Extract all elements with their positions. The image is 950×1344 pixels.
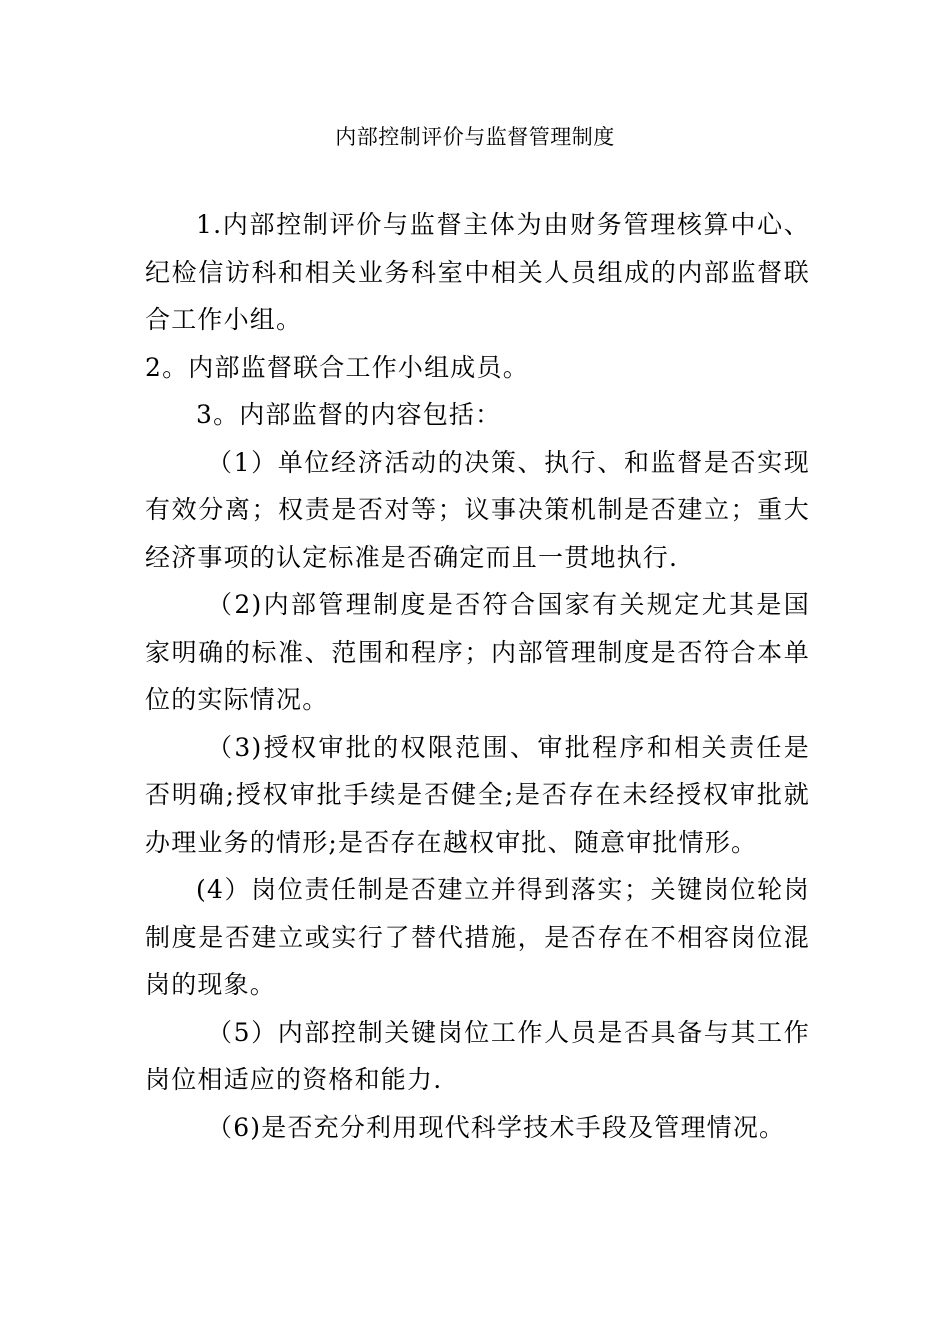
paragraph-3: 3。内部监督的内容包括： (196, 400, 502, 429)
paragraph-item-1: （1）单位经济活动的决策、执行、和监督是否实现有效分离；权责是否对等；议事决策机制是否建立；重大经济事项的认定标准是否确定而且一贯地执行. (145, 447, 810, 572)
document-body (145, 201, 810, 1151)
document-title: 内部控制评价与监督管理制度 (335, 125, 615, 149)
paragraph-item-3: （3)授权审批的权限范围、审批程序和相关责任是否明确;授权审批手续是否健全;是否存在未经授权审批就办理业务的情形;是否存在越权审批、随意审批情形。 (145, 732, 810, 857)
paragraph-2: 2。内部监督联合工作小组成员。 (145, 352, 529, 382)
paragraph-item-4: (4）岗位责任制是否建立并得到落实；关键岗位轮岗制度是否建立或实行了替代措施，是否存在不相容岗位混岗的现象。 (145, 875, 810, 999)
paragraph-item-2: （2)内部管理制度是否符合国家有关规定尤其是国家明确的标准、范围和程序；内部管理制度是否符合本单位的实际情况。 (145, 590, 810, 714)
paragraph-item-6: （6)是否充分利用现代科学技术手段及管理情况。 (207, 1112, 786, 1142)
paragraph-1: 1.内部控制评价与监督主体为由财务管理核算中心、纪检信访科和相关业务科室中相关人员组成的内部监督联合工作小组。 (145, 210, 810, 334)
paragraph-item-5: （5）内部控制关键岗位工作人员是否具备与其工作岗位相适应的资格和能力. (145, 1017, 810, 1094)
